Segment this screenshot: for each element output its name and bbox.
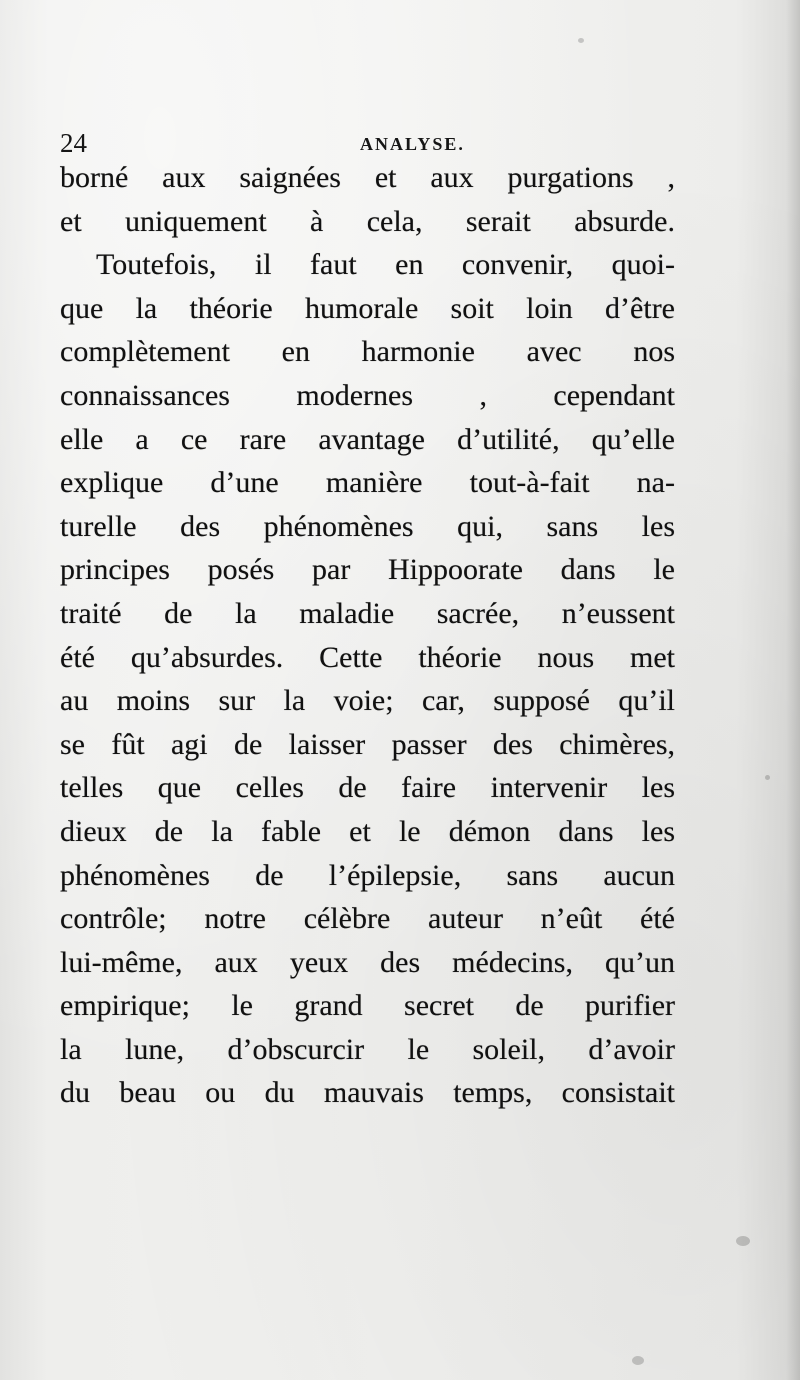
text-line: été qu’absurdes. Cette théorie nous met xyxy=(60,640,675,674)
text-line: turelle des phénomènes qui, sans les xyxy=(60,509,675,543)
body-text xyxy=(60,156,675,1115)
text-line: telles que celles de faire intervenir les xyxy=(60,771,675,805)
text-line: elle a ce rare avantage d’utilité, qu’elle xyxy=(60,422,675,456)
page-number: 24 xyxy=(60,128,87,158)
text-line: Toutefois, il faut en convenir, quoi- xyxy=(96,248,675,282)
page-header xyxy=(60,128,680,158)
paper-speck xyxy=(578,38,584,43)
running-title: ANALYSE. xyxy=(360,134,465,154)
paper-speck xyxy=(632,1356,644,1365)
paper-speck xyxy=(736,1236,750,1246)
page-edge-shadow xyxy=(786,0,800,1380)
text-line: principes posés par Hippoorate dans le xyxy=(60,553,675,587)
text-line: phénomènes de l’épilepsie, sans aucun xyxy=(60,858,675,892)
text-line: que la théorie humorale soit loin d’être xyxy=(60,291,675,325)
text-line: empirique; le grand secret de purifier xyxy=(60,989,675,1023)
text-line: borné aux saignées et aux purgations , xyxy=(60,161,675,194)
text-line: traité de la maladie sacrée, n’eussent xyxy=(60,596,675,630)
text-line: dieux de la fable et le démon dans les xyxy=(60,814,675,848)
text-line: au moins sur la voie; car, supposé qu’il xyxy=(60,684,675,718)
text-line: complètement en harmonie avec nos xyxy=(60,335,675,369)
text-line: lui-même, aux yeux des médecins, qu’un xyxy=(60,945,675,979)
text-line: du beau ou du mauvais temps, consistait xyxy=(60,1076,675,1110)
text-line: connaissances modernes , cependant xyxy=(60,378,675,412)
text-line: contrôle; notre célèbre auteur n’eût été xyxy=(60,902,675,936)
text-line: et uniquement à cela, serait absurde. xyxy=(60,204,675,238)
text-line: la lune, d’obscurcir le soleil, d’avoir xyxy=(60,1032,675,1066)
paper-speck xyxy=(765,775,770,780)
text-line: se fût agi de laisser passer des chimères, xyxy=(60,727,675,761)
text-line: explique d’une manière tout-à-fait na- xyxy=(60,466,675,500)
